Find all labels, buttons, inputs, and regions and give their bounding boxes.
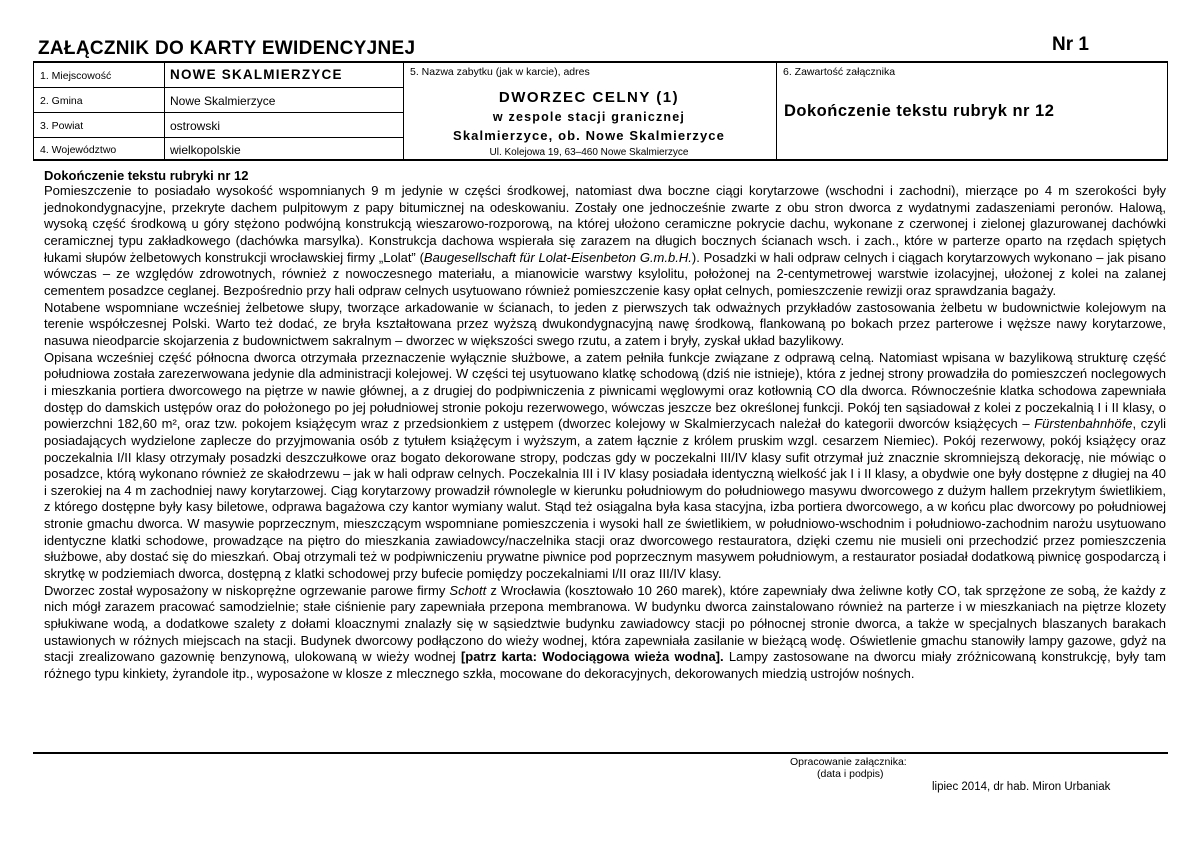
field-2-label: 2. Gmina: [40, 95, 83, 107]
signature: lipiec 2014, dr hab. Miron Urbaniak: [932, 781, 1111, 793]
table-bottom-border: [33, 159, 1168, 161]
row-divider-3: [33, 137, 403, 138]
table-left-border: [33, 61, 34, 161]
paragraph-1: Pomieszczenie to posiadało wysokość wspomnianych 9 m jedynie w części środkowej, natomiast dwa boczne ciągi korytarzowe (wschodni i zachodni), mierzące po 4 m szerokości były jednokondygnacyjne, przekryte dachem pulpitowym z papy bitumicznej na odeskowaniu. Zostały one jednocześnie zwarte z obu stron dworca z wydatnymi zadaszeniami peronów. Halową, wysoką część środkową u góry stężono podwójną konstrukcją wieszarowo-rozporową, na której ułożono ceramiczne pokrycie dachu, wykonane z czerwonej i zielonej glazurowanej dachówki ceramicznej typu zakładkowego (dachówka marsylka). Konstrukcja dachowa wspierała się zarazem na długich bocznych ścianach wsch. i zach., które w parterze oparto na rzędach spiętych łukami słupów żelbetowych konstrukcji wrocławskiej firmy „Lolat” (Baugesellschaft für Lolat-Eisenbeton G.m.b.H.). Posadzki w hali odpraw celnych i ciągach korytarzowych wykonano – jak pisano wówczas – ze względów zdrowotnych, również z nowoczesnego materiału, a mianowicie warstwy ksylolitu, położonej na 2-centymetrowej warstwie izolacyjnej, ułożonej z kolei na zalanej cementem posadzce ceglanej. Bezpośrednio przy hali odpraw celnych usytuowano również pomieszczenie kasy opłat celnych, pomieszczenie rewizji oraz sprawdzania bagaży.: [44, 183, 1167, 298]
monument-address: Ul. Kolejowa 19, 63–460 Nowe Skalmierzyce: [489, 147, 689, 158]
field-4-label: 4. Województwo: [40, 144, 117, 156]
row-divider-2: [33, 112, 403, 113]
monument-subtitle: w zespole stacji granicznej: [492, 110, 686, 124]
paragraph-2: Notabene wspomniane wcześniej żelbetowe słupy, tworzące arkadowanie w ścianach, to jeden z pierwszych tak odważnych przykładów zastosowania żelbetu w budownictwie kolejowym na terenie współczesnej Polski. Warto też dodać, ze bryła kształtowana przez wyższą dwukondygnacyjną nawę środkową, flankowaną po bokach przez parterowe i węższe nawy korytarzowe, nasuwa nieodparcie skojarzenia z budownictwem sakralnym – dworzec w większości swego rzutu, a zatem i bryły, zyskał układ bazylikowy.: [44, 299, 1166, 348]
footer-divider: [33, 752, 1168, 754]
field-1-value: NOWE SKALMIERZYCE: [170, 67, 343, 82]
document-title: ZAŁĄCZNIK DO KARTY EWIDENCYJNEJ: [38, 38, 416, 59]
row-divider-1: [33, 87, 403, 88]
section-body: [44, 183, 1166, 683]
field-1-label: 1. Miejscowość: [40, 70, 112, 82]
paragraph-3: Opisana wcześniej część północna dworca otrzymała przeznaczenie wyłącznie służbowe, a zatem pełniła funkcje związane z odprawą celną. Natomiast wpisana w bazylikową strukturę część południowa została zarezerwowana jedynie dla administracji kolejowej. W części tej usytuowano klatkę schodową (dziś nie istnieje), która z jednej strony prowadziła do pomieszczeń noclegowych i mieszkania portiera dworcowego na piętrze w nawie głównej, a z drugiej do podpiwniczenia z piwnicami węglowymi oraz kotłownią CO dla dworca. Równocześnie klatka schodowa zapewniała dostęp do damskich ustępów oraz do położonego po jej południowej stronie pokoju rezerwowego, wówczas jeszcze bez określonej funkcji. Pokój ten sąsiadował z kolei z poczekalnią I i II klasy, o powierzchni 182,60 m², oraz tzw. pokojem książęcym wraz z przedsionkiem z ustępem (dworzec kolejowy w Skalmierzycach należał do kategorii dworców książęcych – Fürstenbahnhöfe, czyli posiadających wydzielone zaplecze do przyjmowania osób z tytułem książęcym i wyższym, a zatem łącznie z królem pruskim wzgl. cesarzem Niemiec). Pokój rezerwowy, pokój książęcy oraz poczekalnia I/II klasy otrzymały posadzki deszczułkowe oraz bogato dekorowane stropy, podczas gdy w poczekalni III/IV klasy sufit otrzymał już znacznie skromniejszą dekorację, nie mówiąc o posadzce, którą wykonano również ze skałodrzewu – jak w hali odpraw celnych. Poczekalnia III i IV klasy posiadała identyczną wielkość jak I i II klasy, a obydwie one były dostępne z długiej na 40 i szerokiej na 4 m zachodniej nawy korytarzowej. Ciąg korytarzowy prowadził równolegle w kierunku południowym do południowego masywu dworcowego z dużym hallem przekrytym świetlikiem, z którego dostępne były kasy biletowe, odprawa bagażowa czy kantor wymiany walut. Stąd też osiągalna była kasa stacyjna, izba portiera dworcowego, a w końcu plac dworcowy po południowej stronie gmachu dworca. W masywie poprzecznym, mieszczącym wspomniane pomieszczenia i wysoki hall ze świetlikiem, w południowo-wschodnim i południowo-zachodnim narożu usytuowano identyczne klatki schodowe, prowadzące na piętro do mieszkania zawiadowcy/naczelnika stacji oraz dworcowego restauratora, dzięki czemu nie musieli oni przechodzić przez pomieszczenia służbowe, aby dostać się do mieszkań. Obaj otrzymali też w podpiwniczeniu prywatne piwnice pod poprzecznym masywem południowym, a restaurator posiadał dodatkową piwnicę gospodarczą i skrytkę w podziemiach dworca, dostępną z klatki schodowej przy bufecie pomiędzy poczekalniami I/II oraz III/IV klasy.: [44, 349, 1166, 582]
monument-name: DWORZEC CELNY (1): [498, 89, 680, 106]
table-right-border: [1167, 61, 1168, 161]
section-heading: Dokończenie tekstu rubryki nr 12: [44, 168, 249, 183]
column-divider-1: [403, 61, 404, 161]
column-divider-2: [776, 61, 777, 161]
label-value-divider: [164, 61, 165, 161]
date-sign-label: (data i podpis): [817, 768, 884, 780]
prepared-by-label: Opracowanie załącznika:: [790, 756, 907, 768]
attachment-content: Dokończenie tekstu rubryk nr 12: [784, 102, 1055, 120]
table-top-border: [33, 61, 1168, 63]
field-5-label: 5. Nazwa zabytku (jak w karcie), adres: [410, 66, 590, 78]
monument-place: Skalmierzyce, ob. Nowe Skalmierzyce: [453, 128, 725, 143]
paragraph-4: Dworzec został wyposażony w niskoprężne ogrzewanie parowe firmy Schott z Wrocławia (kosztowało 10 260 marek), które zapewniały dwa żeliwne kotły CO, tak sprzężone ze sobą, że każdy z nich mógł zarazem pracować samodzielnie; stałe ciśnienie pary zapewniała przepona membranowa. W budynku dworca zainstalowano również na parterze i w mieszkaniach na piętrze klozety spłukiwane wodą, a dodatkowe szalety z dołami kloacznymi znalazły się w sąsiedztwie budynku zawiadowcy stacji po północnej stronie dworca, a także w specjalnych blaszanych barakach ustawionych w różnych miejscach na stacji. Budynek dworcowy podłączono do wieży wodnej, która zapewniała zasilanie w bieżącą wodę. Oświetlenie gmachu stanowiły lampy gazowe, gdyż na stacji zrealizowano gazownię benzynową, ulokowaną w wieży wodnej [patrz karta: Wodociągowa wieża wodna]. Lampy zastosowane na dworcu miały zróżnicowaną konstrukcję, były tam różnego typu kinkiety, żyrandole itp., wyposażone w klosze z mlecznego szkła, mocowane do dekoracyjnych, dekorowanych miedzią ustrojów nośnych.: [44, 582, 1166, 682]
field-4-value: wielkopolskie: [170, 143, 241, 157]
field-3-value: ostrowski: [170, 119, 221, 133]
field-2-value: Nowe Skalmierzyce: [170, 94, 276, 108]
field-3-label: 3. Powiat: [40, 120, 84, 132]
attachment-number: Nr 1: [1052, 34, 1089, 55]
field-6-label: 6. Zawartość załącznika: [783, 66, 896, 78]
